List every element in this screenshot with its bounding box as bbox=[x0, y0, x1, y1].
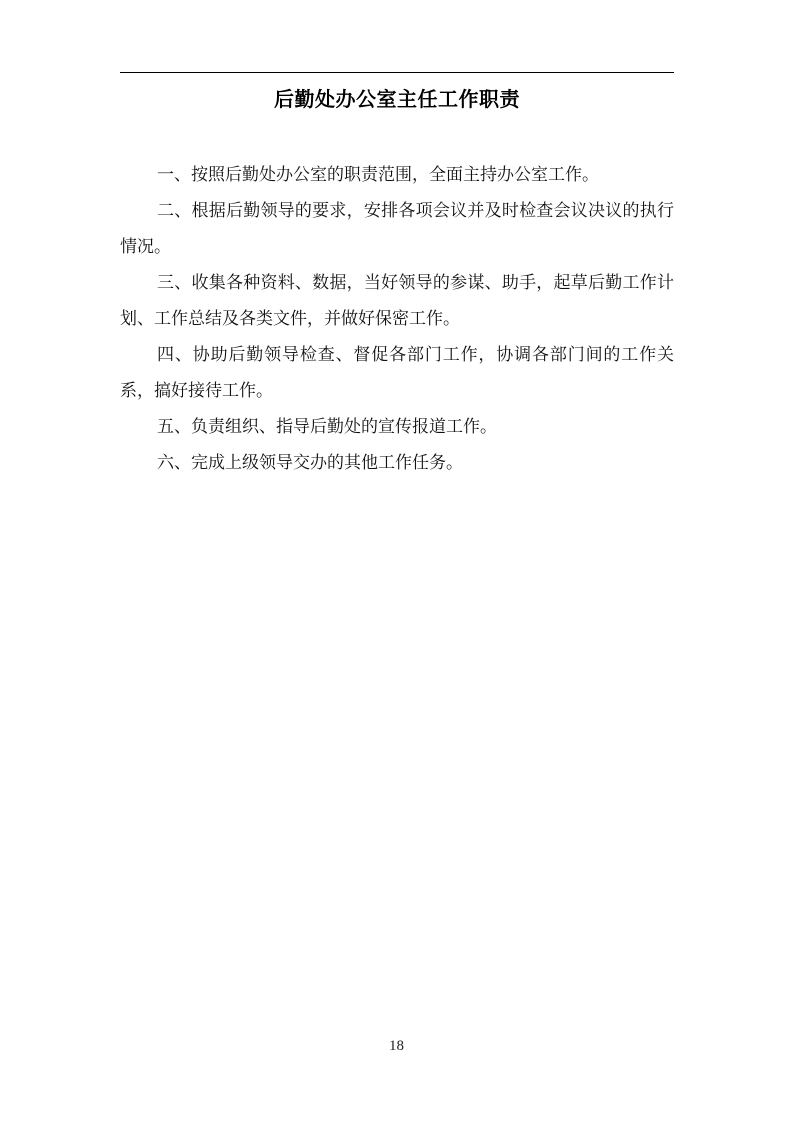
duty-item-3: 三、收集各种资料、数据，当好领导的参谋、助手，起草后勤工作计划、工作总结及各类文件，并做好保密工作。 bbox=[120, 273, 674, 329]
duty-item-2: 二、根据后勤领导的要求，安排各项会议并及时检查会议决议的执行情况。 bbox=[120, 201, 674, 257]
duty-item-1: 一、按照后勤处办公室的职责范围，全面主持办公室工作。 bbox=[157, 165, 599, 185]
duty-item-5: 五、负责组织、指导后勤处的宣传报道工作。 bbox=[157, 417, 497, 437]
duty-item-4: 四、协助后勤领导检查、督促各部门工作，协调各部门间的工作关系，搞好接待工作。 bbox=[120, 345, 674, 401]
document-body bbox=[120, 157, 674, 481]
page-number: 18 bbox=[389, 1038, 404, 1054]
duty-item-6: 六、完成上级领导交办的其他工作任务。 bbox=[157, 453, 463, 473]
document-title: 后勤处办公室主任工作职责 bbox=[274, 87, 520, 111]
header-rule bbox=[120, 72, 674, 73]
